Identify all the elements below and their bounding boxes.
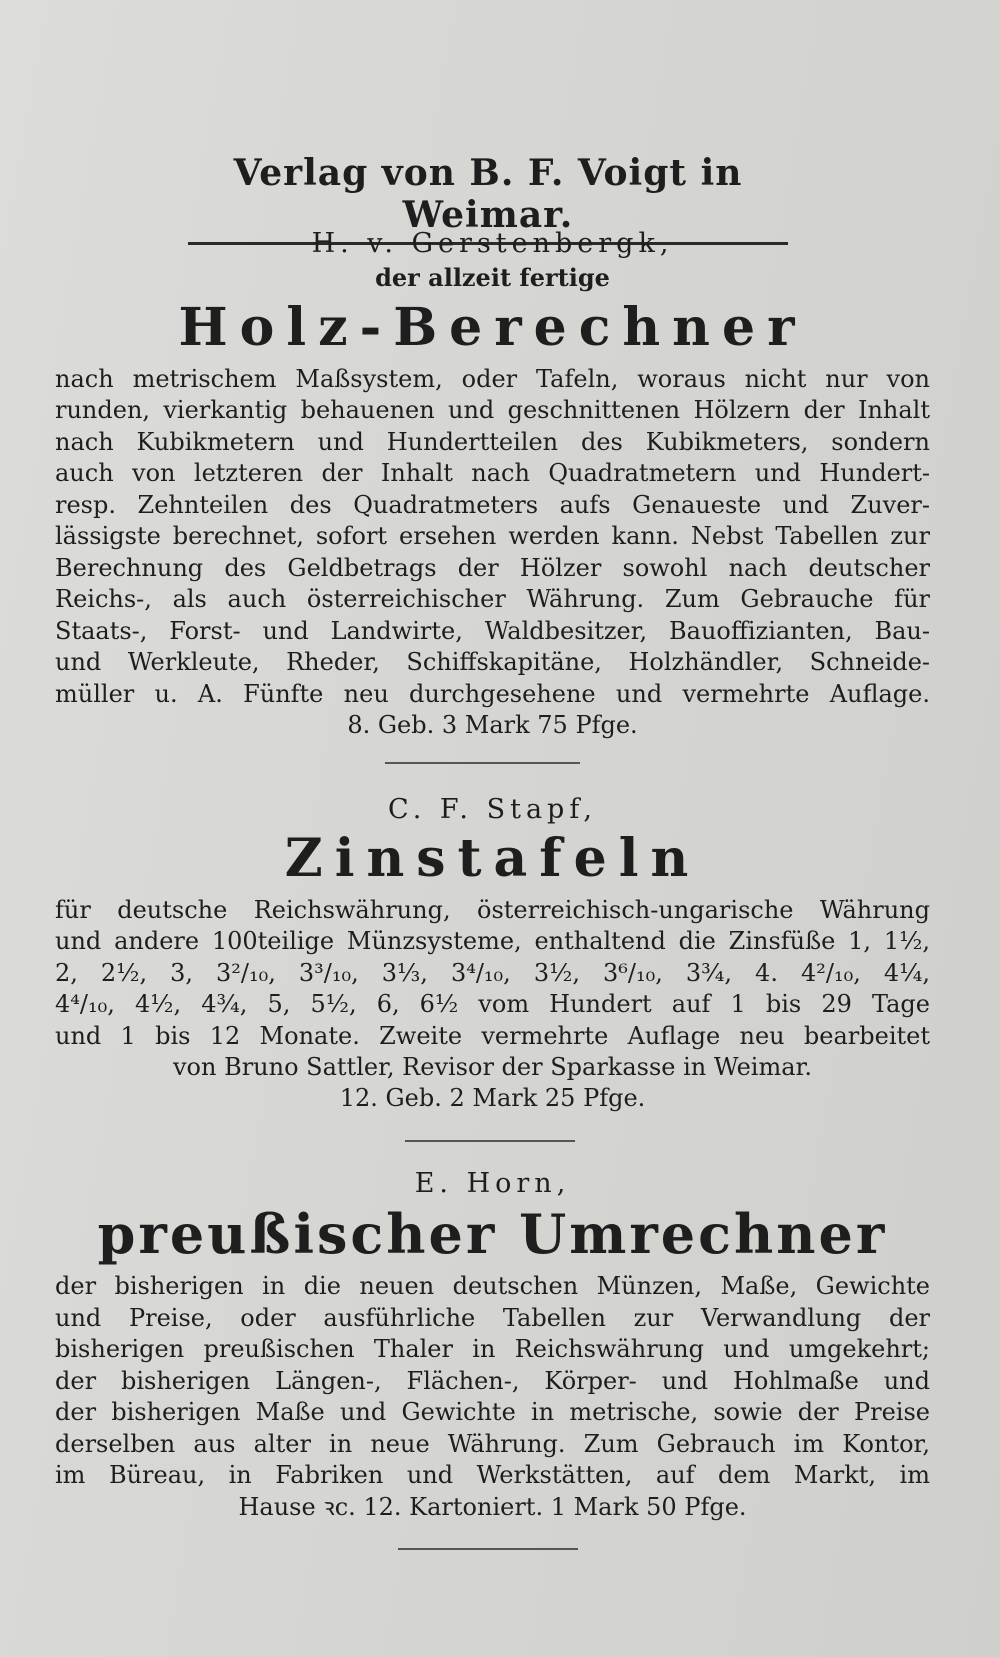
author: H. v. Gerstenbergk, — [311, 228, 674, 259]
separator-rule — [398, 1548, 578, 1550]
entry-umrechner — [55, 1168, 930, 1523]
description-line: bisherigen preußischen Thaler in Reichswährung und umgekehrt; — [55, 1335, 930, 1364]
description-line: auch von letzteren der Inhalt nach Quadratmetern und Hundert- — [55, 459, 930, 488]
description-line: und 1 bis 12 Monate. Zweite vermehrte Auflage neu bearbeitet — [55, 1021, 930, 1050]
publisher-heading: Verlag von B. F. Voigt in Weimar. — [188, 152, 788, 245]
entry-holz-berechner — [55, 228, 930, 741]
subtitle: der allzeit fertige — [375, 263, 610, 292]
description-line: 2, 2½, 3, 3²/₁₀, 3³/₁₀, 3⅓, 3⁴/₁₀, 3½, 3⁶/₁₀, 3¾, 4. 4²/₁₀, 4¼, — [55, 958, 930, 987]
description-line: 4⁴/₁₀, 4½, 4¾, 5, 5½, 6, 6½ vom Hundert auf 1 bis 29 Tage — [55, 990, 930, 1019]
description-line: und andere 100teilige Münzsysteme, enthaltend die Zinsfüße 1, 1½, — [55, 927, 930, 956]
description — [55, 1271, 930, 1492]
description — [55, 895, 930, 1053]
description-line: Staats-, Forst- und Landwirte, Waldbesitzer, Bauoffizianten, Bau- — [55, 616, 930, 645]
separator-rule — [385, 762, 580, 764]
description-line: lässigste berechnet, sofort ersehen werden kann. Nebst Tabellen zur — [55, 522, 930, 551]
description-line: nach Kubikmetern und Hundertteilen des Kubikmeters, sondern — [55, 427, 930, 456]
separator-rule — [405, 1140, 575, 1142]
description-line: Berechnung des Geldbetrags der Hölzer sowohl nach deutscher — [55, 553, 930, 582]
entry-zinstafeln — [55, 794, 930, 1114]
description-line-centered: von Bruno Sattler, Revisor der Sparkasse in Weimar. — [172, 1053, 813, 1082]
price: 12. Geb. 2 Mark 25 Pfge. — [339, 1084, 646, 1113]
book-title: Zinstafeln — [284, 828, 701, 889]
author: C. F. Stapf, — [388, 794, 597, 825]
price: 8. Geb. 3 Mark 75 Pfge. — [347, 711, 638, 740]
description-line: runden, vierkantig behauenen und geschnittenen Hölzern der Inhalt — [55, 396, 930, 425]
book-title: preußischer Umrechner — [97, 1202, 888, 1266]
description-line: der bisherigen Längen-, Flächen-, Körper- und Hohlmaße und — [55, 1366, 930, 1395]
description-line: und Preise, oder ausführliche Tabellen zur Verwandlung der — [55, 1303, 930, 1332]
description — [55, 364, 930, 711]
description-line: und Werkleute, Rheder, Schiffskapitäne, Holzhändler, Schneide- — [55, 648, 930, 677]
description-line: nach metrischem Maßsystem, oder Tafeln, woraus nicht nur von — [55, 364, 930, 393]
description-line: der bisherigen in die neuen deutschen Münzen, Maße, Gewichte — [55, 1272, 930, 1301]
book-title: Holz-Berechner — [178, 297, 807, 358]
description-line: müller u. A. Fünfte neu durchgesehene und vermehrte Auflage. — [55, 679, 930, 708]
price: Hause ꝛc. 12. Kartoniert. 1 Mark 50 Pfge. — [238, 1492, 747, 1521]
description-line: Reichs-, als auch österreichischer Währung. Zum Gebrauche für — [55, 585, 930, 614]
author: E. Horn, — [414, 1168, 571, 1199]
description-line: im Büreau, in Fabriken und Werkstätten, auf dem Markt, im — [55, 1461, 930, 1490]
description-line: resp. Zehnteilen des Quadratmeters aufs Genaueste und Zuver- — [55, 490, 930, 519]
description-line: der bisherigen Maße und Gewichte in metrische, sowie der Preise — [55, 1398, 930, 1427]
description-line: für deutsche Reichswährung, österreichisch-ungarische Währung — [55, 895, 930, 924]
description-line: derselben aus alter in neue Währung. Zum Gebrauch im Kontor, — [55, 1429, 930, 1458]
